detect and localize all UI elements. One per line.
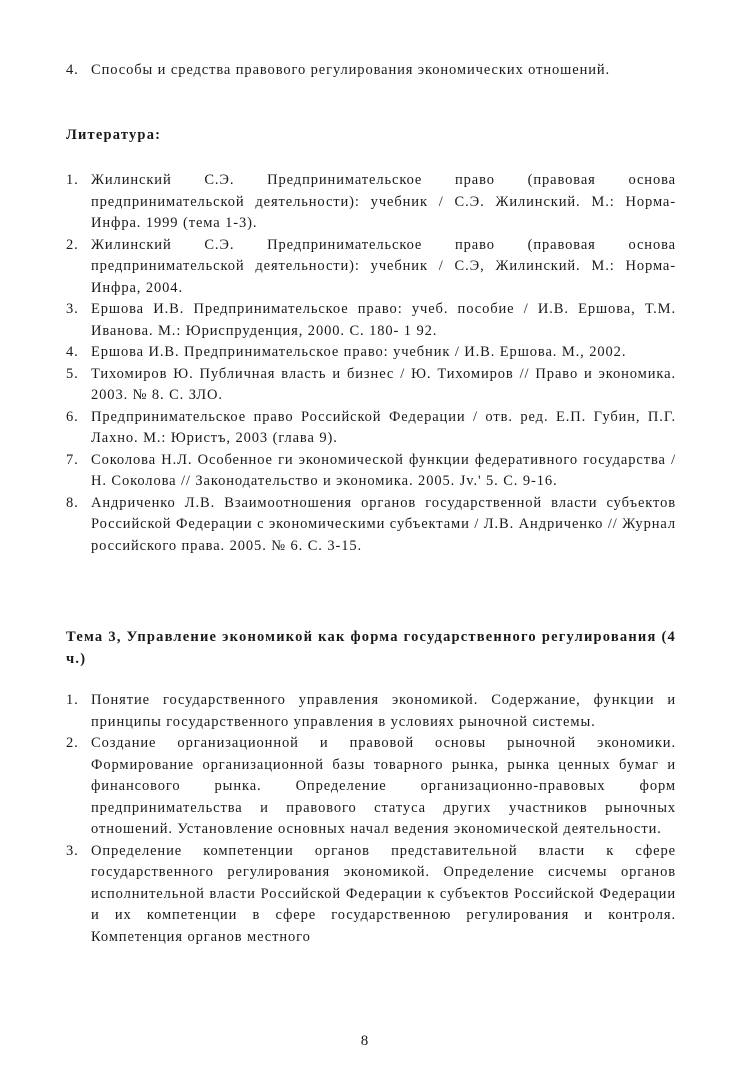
list-item-number: 3. [66,842,79,859]
list-item [66,733,676,841]
list-item-text: Определение компетенции органов представительной власти к сфере государственного регулирования экономикой. Определение сисчемы органов исполнительной власти Российской Федерации к субъектов Российской Федерации и их компетенции в сфере государственною регулирования и контроля. Компетенция органов местного [91,842,676,945]
list-item-text: Жилинский С.Э. Предпринимательское право (правовая основа предпринимательской деятельности): учебник / С.Э, Жилинский. М.: Норма-Инфра, 2004. [91,236,676,296]
list-item-number: 8. [66,494,79,511]
list-item-number: 4. [66,344,79,360]
list-item-number: 2. [66,735,79,751]
list-item-text: Понятие государственного управления экономикой. Содержание, функции и принципы государственного управления в условиях рыночной системы. [91,692,676,730]
topic-heading: Тема 3, Управление экономикой как форма государственного регулирования (4 ч.) [66,629,676,667]
list-item-text: Способы и средства правового регулирования экономических отношений. [91,62,611,78]
list-item-number: 1. [66,692,79,708]
list-item [66,299,676,342]
list-item-text: Предпринимательское право Российской Федерации / отв. ред. Е.П. Губин, П.Г. Лахно. М.: Юристъ, 2003 (глава 9). [91,408,676,446]
list-item-number: 1. [66,172,79,188]
list-item-text: Андриченко Л.В. Взаимоотношения органов государственной власти субъектов Российской Федерации с экономическими субъектами / Л.В. Андриченко // Журнал российского права. 2005. № 6. С. 3-15. [91,494,676,554]
topic-list [66,690,676,948]
list-item [66,690,676,733]
literature-list [66,170,676,557]
page-number: 8 [360,1033,369,1049]
list-item-text: Тихомиров Ю. Публичная власть и бизнес / Ю. Тихомиров // Право и экономика. 2003. № 8. С. ЗЛО. [91,365,676,403]
list-item [66,493,676,558]
list-item [66,450,676,493]
list-item [66,342,676,364]
list-item-text: Соколова Н.Л. Особенное ги экономической функции федеративного государства / Н. Соколова // Законодательство и экономика. 2005. Jv.' 5. С. 9-16. [91,451,676,489]
list-item-number: 4. [66,62,79,78]
list-item [66,235,676,300]
list-item [66,841,676,949]
list-item-text: Жилинский С.Э. Предпринимательское право (правовая основа предпринимательской деятельности): учебник / С.Э. Жилинский. М.: Норма-Инфра. 1999 (тема 1-3). [91,172,676,231]
list-item-number: 6. [66,408,79,425]
list-item [66,407,676,450]
list-item-text: Ершова И.В. Предпринимательское право: учеб. пособие / И.В. Ершова, Т.М. Иванова. М.: Юриспруденция, 2000. С. 180- 1 92. [91,301,676,339]
list-item-number: 7. [66,451,79,468]
literature-heading: Литература: [66,127,162,143]
list-item-text: Создание организационной и правовой основы рыночной экономики. Формирование организационной базы товарного рынка, рынка ценных бумаг и финансового рынка. Определение организационно-правовых форм предпринимательства и правового статуса других участников рыночных отношений. Установление основных начал ведения экономической деятельности. [91,735,676,837]
list-item [66,170,676,235]
list-item [66,364,676,407]
list-item-number: 5. [66,365,79,382]
list-item-text: Ершова И.В. Предпринимательское право: учебник / И.В. Ершова. М., 2002. [91,344,627,360]
list-item [66,60,701,82]
list-item-number: 3. [66,301,79,317]
list-item-number: 2. [66,236,79,253]
